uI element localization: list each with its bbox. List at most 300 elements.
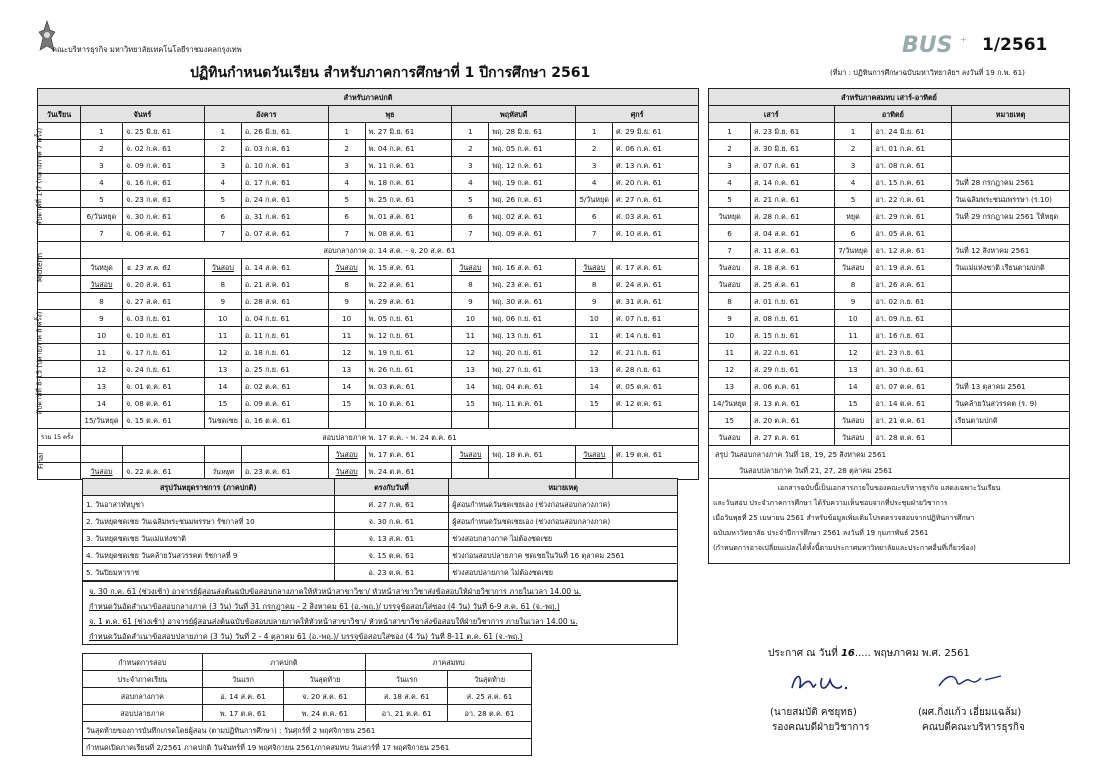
signer-1-title: รองคณบดีฝ่ายวิชาการ (772, 722, 870, 733)
session-cell: 14 (576, 378, 613, 395)
table-row (83, 530, 678, 547)
exam-dates-table (82, 653, 532, 756)
last-day-header: วันสุดท้าย (284, 671, 366, 688)
session-cell: 13 (834, 361, 872, 378)
session-cell: 2 (834, 140, 872, 157)
holiday-name: 4. วันหยุดชดเชย วันคล้ายวันสวรรคต รัชกาลที่ 9 (83, 547, 335, 564)
table-row (83, 705, 532, 722)
session-cell: 12 (80, 361, 122, 378)
table-row (38, 463, 699, 480)
table-row (709, 361, 1070, 378)
date-cell: อา. 07 ต.ค. 61 (872, 378, 952, 395)
session-cell: 14/วันหยุด (709, 395, 751, 412)
table-row (709, 310, 1070, 327)
exam-date: อา. 21 ต.ค. 61 (366, 705, 448, 722)
session-cell: วันสอบ (576, 446, 613, 463)
date-cell: ศ. 03 ส.ค. 61 (613, 208, 699, 225)
session-cell: 2 (204, 140, 241, 157)
announce-month: ..... พฤษภาคม พ.ศ. 2561 (854, 648, 970, 659)
day-header: ศุกร์ (576, 106, 699, 123)
session-cell: 1 (80, 123, 122, 140)
session-cell: 1 (834, 123, 872, 140)
midterm-banner: สอบกลางภาค อ. 14 ส.ค. - จ. 20 ส.ค. 61 (80, 242, 698, 259)
note-line: และวันสอบ ประจำภาคการศึกษา ได้รับความเห็นชอบจากที่ประชุมฝ่ายวิชาการ (713, 499, 948, 507)
table-row (83, 513, 678, 530)
date-cell: จ. 16 ก.ค. 61 (122, 174, 204, 191)
date-cell: พฤ. 11 ต.ค. 61 (489, 395, 576, 412)
session-cell: 5 (709, 191, 751, 208)
session-cell: 2 (80, 140, 122, 157)
week-header: วันเรียน (38, 106, 81, 123)
date-cell: อา. 14 ต.ค. 61 (872, 395, 952, 412)
date-cell: พฤ. 18 ต.ค. 61 (489, 446, 576, 463)
session-cell: 9 (80, 310, 122, 327)
session-cell: 4 (80, 174, 122, 191)
session-cell: 15 (452, 395, 489, 412)
table-row (38, 327, 699, 344)
exam-date: ส. 25 ส.ค. 61 (448, 688, 532, 705)
session-cell: 3 (80, 157, 122, 174)
final-banner: สอบปลายภาค พ. 17 ต.ค. - พ. 24 ต.ค. 61 (80, 429, 698, 446)
signer-1-name: (นายสมบัติ คชยุทธ) (770, 707, 857, 718)
holiday-date: อ. 23 ต.ค. 61 (334, 564, 449, 581)
session-cell: 9 (204, 293, 241, 310)
session-cell: 6 (576, 208, 613, 225)
bus-logo (900, 30, 975, 62)
side-label-final: Final (37, 452, 45, 469)
table-row (38, 123, 699, 140)
exam-date: พ. 24 ต.ค. 61 (284, 705, 366, 722)
weekend-title: สำหรับภาคสมทบ เสาร์-อาทิตย์ (709, 89, 1070, 106)
table-row (709, 327, 1070, 344)
date-cell: ส. 15 ก.ย. 61 (750, 327, 834, 344)
date-cell: จ. 13 ส.ค. 61 (122, 259, 204, 276)
remark-cell: วันที่ 29 กรกฎาคม 2561 ให้หยุด (952, 208, 1070, 225)
session-cell: 13 (204, 361, 241, 378)
session-cell: 7 (328, 225, 365, 242)
session-cell: 12 (452, 344, 489, 361)
session-cell: 4 (452, 174, 489, 191)
weekend-term-header: ภาคสมทบ (366, 654, 532, 671)
session-cell: 12 (204, 344, 241, 361)
session-cell: 3 (709, 157, 751, 174)
date-cell: พ. 11 ก.ค. 61 (365, 157, 452, 174)
date-cell: ศ. 07 ก.ย. 61 (613, 310, 699, 327)
session-cell: 15 (576, 395, 613, 412)
date-cell: พ. 17 ต.ค. 61 (365, 446, 452, 463)
day-header: จันทร์ (80, 106, 204, 123)
date-cell: พฤ. 05 ก.ค. 61 (489, 140, 576, 157)
date-cell: จ. 08 ต.ค. 61 (122, 395, 204, 412)
session-cell: 2 (576, 140, 613, 157)
table-row (709, 412, 1070, 429)
date-cell: พฤ. 30 ส.ค. 61 (489, 293, 576, 310)
date-cell: ส. 28 ก.ค. 61 (750, 208, 834, 225)
session-cell: วันสอบ (328, 463, 365, 480)
regular-schedule-table (37, 88, 699, 480)
grade-deadline: วันสุดท้ายของการบันทึกเกรดโดยผู้สอน (ตามปฏิทินการศึกษา) : วันศุกร์ที่ 2 พฤศจิกายน 2561 (83, 722, 532, 739)
exam-type: สอบกลางภาค (83, 688, 203, 705)
date-cell: อ. 31 ก.ค. 61 (241, 208, 328, 225)
table-row (38, 259, 699, 276)
date-cell: ส. 01 ก.ย. 61 (750, 293, 834, 310)
session-cell: 8 (709, 293, 751, 310)
document-note (708, 478, 1070, 564)
session-cell: 6 (204, 208, 241, 225)
session-cell: 14 (834, 378, 872, 395)
date-cell: ศ. 17 ส.ค. 61 (613, 259, 699, 276)
side-label-weeks-1-7: สัปดาห์ที่ 1-7 (กลางภาค 7 ครั้ง) (35, 127, 44, 226)
date-cell: อ. 10 ก.ค. 61 (241, 157, 328, 174)
remark-cell: วันที่ 28 กรกฎาคม 2561 (952, 174, 1070, 191)
table-row (38, 361, 699, 378)
session-cell: 7 (576, 225, 613, 242)
session-cell: 8 (576, 276, 613, 293)
date-cell: อา. 21 ต.ค. 61 (872, 412, 952, 429)
table-row (38, 378, 699, 395)
session-cell (452, 463, 489, 480)
source-reference: (ที่มา : ปฏิทินการศึกษาฉบับมหาวิทยาลัยฯ ลงวันที่ 19 ก.พ. 61) (830, 68, 1025, 77)
total-label: รวม 15 ครั้ง (38, 429, 81, 446)
date-cell: อา. 16 ก.ย. 61 (872, 327, 952, 344)
session-cell: วันสอบ (80, 463, 122, 480)
remark-cell: วันแม่แห่งชาติ เรียนตามปกติ (952, 259, 1070, 276)
table-row (38, 191, 699, 208)
session-cell: 7 (204, 225, 241, 242)
table-row (709, 157, 1070, 174)
remark-cell (952, 327, 1070, 344)
session-cell: 7 (452, 225, 489, 242)
remark-cell (952, 157, 1070, 174)
date-cell: อา. 09 ก.ย. 61 (872, 310, 952, 327)
session-cell: 12 (576, 344, 613, 361)
note-line: เมื่อวันพุธที่ 25 เมษายน 2561 สำหรับข้อมูลเพิ่มเติมโปรดตรวจสอบจากปฏิทินการศึกษา (713, 514, 975, 522)
session-cell: 4 (709, 174, 751, 191)
table-row (38, 412, 699, 429)
session-cell: 4 (328, 174, 365, 191)
session-cell: วันสอบ (709, 259, 751, 276)
date-cell: อ. 11 ก.ย. 61 (241, 327, 328, 344)
day-header: พฤหัสบดี (452, 106, 576, 123)
org-name: คณะบริหารธุรกิจ มหาวิทยาลัยเทคโนโลยีราชมงคลกรุงเทพ (52, 45, 242, 54)
remark-cell: เรียนตามปกติ (952, 412, 1070, 429)
announce-text: ประกาศ ณ วันที่ (768, 648, 841, 659)
date-cell: ศ. 27 ก.ค. 61 (613, 191, 699, 208)
session-cell: 10 (709, 327, 751, 344)
announcement-date (768, 646, 970, 661)
side-label-weeks-8-15: สัปดาห์ที่ 8-15 (ปลายภาค 8 ครั้ง) (35, 311, 44, 415)
note-line: (กำหนดการอาจเปลี่ยนแปลงได้ทั้งนี้ตามประกาศมหาวิทยาลัยและประกาศอื่นที่เกี่ยวข้อง) (713, 544, 976, 552)
date-cell: จ. 06 ส.ค. 61 (122, 225, 204, 242)
remark-cell (952, 225, 1070, 242)
session-cell: 12 (709, 361, 751, 378)
signature-1 (788, 670, 858, 700)
session-cell: วันหยุด (709, 208, 751, 225)
date-cell: ส. 27 ต.ค. 61 (750, 429, 834, 446)
date-cell: จ. 02 ก.ค. 61 (122, 140, 204, 157)
session-cell: วันหยุด (204, 463, 241, 480)
session-cell: 1 (328, 123, 365, 140)
holiday-name: 2. วันหยุดชดเชย วันเฉลิมพระชนมพรรษา รัชกาลที่ 10 (83, 513, 335, 530)
session-cell (80, 446, 122, 463)
table-row (709, 293, 1070, 310)
date-cell (122, 446, 204, 463)
holiday-date: จ. 15 ต.ค. 61 (334, 547, 449, 564)
date-cell: ส. 30 มิ.ย. 61 (750, 140, 834, 157)
session-cell: 6 (452, 208, 489, 225)
date-cell: ส. 18 ส.ค. 61 (750, 259, 834, 276)
table-row (83, 496, 678, 513)
session-cell: 11 (328, 327, 365, 344)
date-cell: อา. 23 ก.ย. 61 (872, 344, 952, 361)
date-cell: พ. 04 ก.ค. 61 (365, 140, 452, 157)
holiday-name: 5. วันปิยมหาราช (83, 564, 335, 581)
date-cell: อา. 24 มิ.ย. 61 (872, 123, 952, 140)
date-cell: จ. 03 ก.ย. 61 (122, 310, 204, 327)
saturday-header: เสาร์ (709, 106, 835, 123)
remark-cell: วันที่ 13 ตุลาคม 2561 (952, 378, 1070, 395)
note-line: เอกสารฉบับนี้เป็นเอกสารภายในของคณะบริหารธุรกิจ แสดงเฉพาะวันเรียน (777, 484, 1001, 492)
date-cell: ศ. 28 ก.ย. 61 (613, 361, 699, 378)
date-cell: อา. 01 ก.ค. 61 (872, 140, 952, 157)
session-cell (204, 446, 241, 463)
date-cell: จ. 23 ก.ค. 61 (122, 191, 204, 208)
table-row (709, 225, 1070, 242)
holiday-date: ศ. 27 ก.ค. 61 (334, 496, 449, 513)
session-cell: 8 (80, 293, 122, 310)
date-cell: พฤ. 04 ต.ค. 61 (489, 378, 576, 395)
session-cell: 13 (576, 361, 613, 378)
table-row (709, 344, 1070, 361)
session-cell: 13 (80, 378, 122, 395)
exam-type: สอบปลายภาค (83, 705, 203, 722)
session-cell: 7 (80, 225, 122, 242)
session-cell: 12 (834, 344, 872, 361)
session-cell: วันชดเชย (204, 412, 241, 429)
date-cell: พ. 24 ต.ค. 61 (365, 463, 452, 480)
session-cell: 10 (80, 327, 122, 344)
date-cell: อ. 03 ก.ค. 61 (241, 140, 328, 157)
session-cell: 1 (576, 123, 613, 140)
table-row (38, 293, 699, 310)
session-cell: 2 (452, 140, 489, 157)
next-semester-open: กำหนดเปิดภาคเรียนที่ 2/2561 ภาคปกติ วันจันทร์ที่ 19 พฤศจิกายน 2561/ภาคสมทบ วันเสาร์ที่ 17 พฤศจิกายน 2561 (83, 739, 532, 756)
session-cell: 2 (328, 140, 365, 157)
note-line: ฉบับมหาวิทยาลัย ประจำปีการศึกษา 2561 ลงวันที่ 19 กุมภาพันธ์ 2561 (713, 529, 929, 537)
date-cell: ส. 29 ก.ย. 61 (750, 361, 834, 378)
holiday-remark-header: หมายเหตุ (449, 479, 678, 496)
date-cell: ส. 23 มิ.ย. 61 (750, 123, 834, 140)
table-row (38, 157, 699, 174)
date-cell: พ. 15 ส.ค. 61 (365, 259, 452, 276)
table-row (38, 208, 699, 225)
date-cell (365, 412, 452, 429)
exam-note-line: กำหนดวันอัดสำเนาข้อสอบปลายภาค (3 วัน) วันที่ 2 - 4 ตุลาคม 61 (อ.-พฤ.)/ บรรจุข้อสอบใส่ซอง (4 วัน) วันที่ 8-11 ต.ค. 61 (จ.-พฤ.) (89, 632, 523, 641)
date-cell: อ. 28 ส.ค. 61 (241, 293, 328, 310)
session-cell: 2 (709, 140, 751, 157)
session-cell: 3 (452, 157, 489, 174)
date-cell: พฤ. 16 ส.ค. 61 (489, 259, 576, 276)
date-cell: ศ. 06 ก.ค. 61 (613, 140, 699, 157)
date-cell: พฤ. 19 ก.ค. 61 (489, 174, 576, 191)
exam-submission-notes (82, 581, 678, 645)
svg-text:+: + (960, 35, 967, 44)
session-cell: วันสอบ (709, 276, 751, 293)
date-cell: พฤ. 12 ก.ค. 61 (489, 157, 576, 174)
date-cell: อ. 07 ส.ค. 61 (241, 225, 328, 242)
exam-date: จ. 20 ส.ค. 61 (284, 688, 366, 705)
date-cell (489, 412, 576, 429)
session-cell: วันสอบ (80, 276, 122, 293)
session-cell: 9 (452, 293, 489, 310)
session-cell: 12 (328, 344, 365, 361)
session-cell: วันสอบ (452, 259, 489, 276)
session-cell: 10 (328, 310, 365, 327)
session-cell: 15/วันหยุด (80, 412, 122, 429)
date-cell: อา. 12 ส.ค. 61 (872, 242, 952, 259)
date-cell: พ. 27 มิ.ย. 61 (365, 123, 452, 140)
holiday-date-header: ตรงกับวันที่ (334, 479, 449, 496)
session-cell: 15 (834, 395, 872, 412)
session-cell: วันสอบ (709, 429, 751, 446)
date-cell: พฤ. 02 ส.ค. 61 (489, 208, 576, 225)
exam-date: ส. 18 ส.ค. 61 (366, 688, 448, 705)
session-cell: หยุด (834, 208, 872, 225)
date-cell: พ. 01 ส.ค. 61 (365, 208, 452, 225)
remark-cell (952, 344, 1070, 361)
session-cell: วันสอบ (452, 446, 489, 463)
session-cell: 15 (709, 412, 751, 429)
date-cell: ศ. 05 ต.ค. 61 (613, 378, 699, 395)
session-cell: 13 (328, 361, 365, 378)
date-cell: ส. 14 ก.ค. 61 (750, 174, 834, 191)
holiday-date: จ. 13 ส.ค. 61 (334, 530, 449, 547)
date-cell (613, 412, 699, 429)
session-cell: 3 (328, 157, 365, 174)
table-row (83, 688, 532, 705)
session-cell: 14 (204, 378, 241, 395)
session-cell (328, 412, 365, 429)
session-cell: 4 (204, 174, 241, 191)
date-cell: อ. 23 ต.ค. 61 (241, 463, 328, 480)
exam-table-header: กำหนดการสอบ (83, 654, 203, 671)
date-cell: ส. 08 ก.ย. 61 (750, 310, 834, 327)
session-cell: 14 (80, 395, 122, 412)
date-cell: พ. 03 ต.ค. 61 (365, 378, 452, 395)
date-cell: ศ. 13 ก.ค. 61 (613, 157, 699, 174)
date-cell: อา. 22 ก.ค. 61 (872, 191, 952, 208)
date-cell: อ. 04 ก.ย. 61 (241, 310, 328, 327)
date-cell: จ. 10 ก.ย. 61 (122, 327, 204, 344)
date-cell: อา. 30 ก.ย. 61 (872, 361, 952, 378)
exam-note-line: จ. 30 ก.ค. 61 (ช่วงเช้า) อาจารย์ผู้สอนส่งต้นฉบับข้อสอบกลางภาคให้หัวหน้าสาขาวิชา/ หัวหน้าสาขาวิชาส่งข้อสอบให้ฝ่ายวิชาการ ภายในเวลา 14.00 น. (89, 587, 582, 596)
session-cell: 6/วันหยุด (80, 208, 122, 225)
date-cell: พ. 19 ก.ย. 61 (365, 344, 452, 361)
session-cell (452, 412, 489, 429)
session-cell: 11 (834, 327, 872, 344)
page-title: ปฏิทินกำหนดวันเรียน สำหรับภาคการศึกษาที่ 1 ปีการศึกษา 2561 (190, 65, 591, 81)
first-day-header: วันแรก (366, 671, 448, 688)
date-cell: จ. 22 ต.ค. 61 (122, 463, 204, 480)
table-row (709, 276, 1070, 293)
date-cell: อ. 02 ต.ค. 61 (241, 378, 328, 395)
date-cell: จ. 30 ก.ค. 61 (122, 208, 204, 225)
date-cell: พฤ. 06 ก.ย. 61 (489, 310, 576, 327)
date-cell: อ. 14 ส.ค. 61 (241, 259, 328, 276)
session-cell (576, 412, 613, 429)
date-cell: ศ. 21 ก.ย. 61 (613, 344, 699, 361)
holiday-header: สรุปวันหยุดราชการ (ภาคปกติ) (83, 479, 335, 496)
date-cell (489, 463, 576, 480)
session-cell: 9 (834, 293, 872, 310)
date-cell: อา. 28 ต.ค. 61 (872, 429, 952, 446)
regular-title: สำหรับภาคปกติ (38, 89, 699, 106)
date-cell: อา. 08 ก.ค. 61 (872, 157, 952, 174)
date-cell: จ. 24 ก.ย. 61 (122, 361, 204, 378)
date-cell: ส. 06 ต.ค. 61 (750, 378, 834, 395)
session-cell: วันสอบ (576, 259, 613, 276)
date-cell: ส. 11 ส.ค. 61 (750, 242, 834, 259)
date-cell: ศ. 20 ก.ค. 61 (613, 174, 699, 191)
table-row (38, 276, 699, 293)
session-cell: 3 (834, 157, 872, 174)
exam-note-line: กำหนดวันอัดสำเนาข้อสอบกลางภาค (3 วัน) วันที่ 31 กรกฎาคม - 2 สิงหาคม 61 (อ.-พฤ.)/ บรรจุข้อสอบใส่ซอง (4 วัน) วันที่ 6-9 ส.ค. 61 (จ.-พฤ.) (89, 602, 560, 611)
date-cell: พ. 18 ก.ค. 61 (365, 174, 452, 191)
table-row (83, 564, 678, 581)
date-cell: พฤ. 13 ก.ย. 61 (489, 327, 576, 344)
date-cell: ส. 21 ก.ค. 61 (750, 191, 834, 208)
session-cell: 15 (204, 395, 241, 412)
date-cell: ส. 22 ก.ย. 61 (750, 344, 834, 361)
last-day-header: วันสุดท้าย (448, 671, 532, 688)
signature-2 (935, 670, 1005, 696)
session-cell: 5 (452, 191, 489, 208)
date-cell: ศ. 24 ส.ค. 61 (613, 276, 699, 293)
session-cell: 4 (834, 174, 872, 191)
holiday-date: จ. 30 ก.ค. 61 (334, 513, 449, 530)
date-cell: อา. 02 ก.ย. 61 (872, 293, 952, 310)
exam-table-subheader: ประจำภาคเรียน (83, 671, 203, 688)
date-cell (241, 446, 328, 463)
announce-day: 16 (840, 648, 855, 659)
session-cell: 5 (834, 191, 872, 208)
holiday-remark: ผู้สอนกำหนดวันชดเชยเอง (ช่วงก่อนสอบกลางภาค) (449, 496, 678, 513)
date-cell: ศ. 14 ก.ย. 61 (613, 327, 699, 344)
date-cell: พ. 29 ส.ค. 61 (365, 293, 452, 310)
date-cell: ศ. 12 ต.ค. 61 (613, 395, 699, 412)
date-cell: อา. 26 ส.ค. 61 (872, 276, 952, 293)
session-cell: วันสอบ (328, 259, 365, 276)
day-header: อังคาร (204, 106, 328, 123)
session-cell: 10 (834, 310, 872, 327)
table-row (38, 344, 699, 361)
date-cell: พ. 25 ก.ค. 61 (365, 191, 452, 208)
session-cell: 8 (834, 276, 872, 293)
table-row (709, 395, 1070, 412)
session-cell: 11 (80, 344, 122, 361)
date-cell: พฤ. 09 ส.ค. 61 (489, 225, 576, 242)
table-row (709, 208, 1070, 225)
table-row (38, 446, 699, 463)
session-cell: 3 (576, 157, 613, 174)
table-row (83, 547, 678, 564)
session-cell: 10 (452, 310, 489, 327)
date-cell: อ. 21 ส.ค. 61 (241, 276, 328, 293)
session-cell: วันหยุด (80, 259, 122, 276)
table-row (709, 174, 1070, 191)
date-cell: ส. 04 ส.ค. 61 (750, 225, 834, 242)
date-cell: อา. 29 ก.ค. 61 (872, 208, 952, 225)
